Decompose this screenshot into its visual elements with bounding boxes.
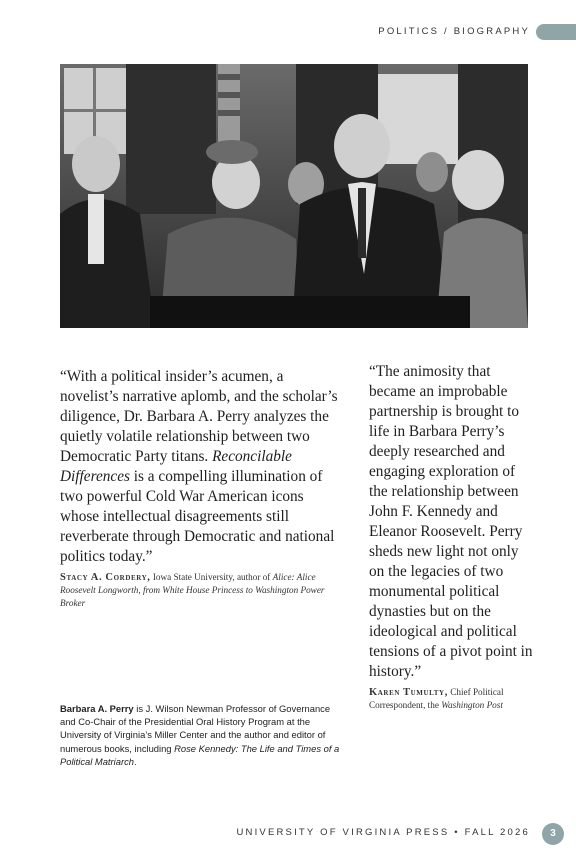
left-attribution xyxy=(60,571,342,610)
footer-publisher: UNIVERSITY OF VIRGINIA PRESS • FALL 2026 xyxy=(236,827,530,838)
cover-photo xyxy=(60,64,528,328)
section-category: POLITICS / BIOGRAPHY xyxy=(378,26,530,37)
bio-book-title: Rose Kennedy: The Life and Times of a Political Matriarch xyxy=(60,742,340,767)
bio-end: . xyxy=(133,755,137,767)
right-attribution-name: Karen Tumulty, xyxy=(369,687,448,698)
right-quote-text: “The animosity that became an improbable partnership is brought to life in Barbara Perry’s deeply researched and engaging exploration of the relationship between John F. Kennedy and Eleanor Roosevelt. Perry sheds new light not only on the legacies of two monumental political dynasties but on the ideological and political tensions of a pivot point in history.” xyxy=(369,363,533,680)
author-bio xyxy=(60,702,342,768)
left-quote-end: is a compelling illumination of two powerful Cold War American icons whose intellectual disagreements still reverberate through Democratic and national politics today.” xyxy=(60,468,335,565)
right-testimonial xyxy=(369,362,537,712)
left-quote-text xyxy=(60,367,342,567)
left-attribution-role: Iowa State University, author of xyxy=(150,572,273,582)
right-attribution-role: Chief Political Correspondent, the xyxy=(369,687,504,710)
left-testimonial xyxy=(60,367,342,610)
right-attribution-work: Washington Post xyxy=(441,700,503,710)
left-attribution-name: Stacy A. Cordery, xyxy=(60,572,151,583)
photo-illustration xyxy=(60,64,528,328)
book-title: Reconcilable Differences xyxy=(60,448,292,485)
section-tab xyxy=(536,24,576,40)
right-attribution xyxy=(369,686,537,712)
page-number: 3 xyxy=(542,823,564,845)
left-quote-main: “With a political insider’s acumen, a novelist’s narrative aplomb, and the scholar’s diligence, Dr. Barbara A. Perry analyzes the quietly volatile relationship between two Democratic Party titans. xyxy=(60,368,338,465)
bio-text: is J. Wilson Newman Professor of Governance and Co-Chair of the Presidential Oral History Program at the University of Virginia’s Miller Center and the author and editor of numerous books, including xyxy=(60,703,331,754)
left-attribution-work: Alice: Alice Roosevelt Longworth, from White House Princess to Washington Power Broker xyxy=(60,572,325,608)
author-name: Barbara A. Perry xyxy=(60,703,134,714)
